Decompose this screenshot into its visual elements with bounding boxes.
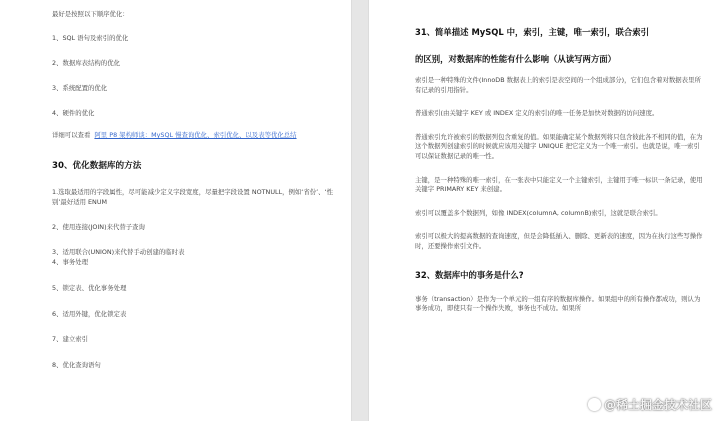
paragraph: 普通索引允许被索引的数据列包含重复的值。如果能确定某个数据列将只包含彼此各不相同的值，在为这个数据列创建索引的时候就应该用关键字 UNIQUE 把它定义为一个唯一索引。也就是说，唯一索引可以保证数据记录的唯一性。 (415, 132, 703, 160)
right-page (368, 0, 720, 421)
section-32-title: 32、数据库中的事务是什么? (415, 269, 524, 280)
left-page (0, 0, 352, 421)
method-item: 7、建立索引 (52, 335, 89, 344)
method-item: 3、适用联合(UNION)来代替手动创建的临时表 (52, 247, 185, 256)
transaction-text: 事务（transaction）是作为一个单元的一组有序的数据库操作。如果组中的所有操作都成功，则认为事务成功，即使只有一个操作失败，事务也不成功。如果所 (415, 294, 701, 313)
juejin-logo-icon (588, 398, 601, 411)
paragraph: 索引是一种特殊的文件(InnoDB 数据表上的索引是表空间的一个组成部分)，它们包含着对数据表里所有记录的引用指针。 (415, 76, 701, 94)
method-item: 4、事务处理 (52, 258, 89, 267)
page-gutter (352, 0, 368, 421)
paragraph: 普通索引(由关键字 KEY 或 INDEX 定义的索引)的唯一任务是加快对数据的访问速度。 (415, 109, 659, 118)
step-item: 4、硬件的优化 (52, 108, 95, 117)
section-30-title: 30、优化数据库的方法 (52, 161, 142, 172)
paragraph: 索引可以覆盖多个数据列，如像 INDEX(columnA, columnB)索引，这就是联合索引。 (415, 208, 662, 217)
method-item: 6、适用外键，优化锁定表 (52, 309, 127, 318)
method-item: 2、使用连接(JOIN)来代替子查询 (52, 223, 145, 232)
section-31-title-line2: 的区别，对数据库的性能有什么影响（从读写两方面） (415, 54, 616, 64)
paragraph: 主键，是一种特殊的唯一索引，在一张表中只能定义一个主键索引，主键用于唯一标识一条记录，使用关键字 PRIMARY KEY 来创建。 (415, 175, 703, 194)
intro-text: 最好是按照以下顺序优化： (52, 10, 129, 18)
step-item: 1、SQL 语句及索引的优化 (52, 33, 129, 42)
detail-text (52, 131, 333, 141)
detail-prefix: 详细可以查看 (52, 131, 91, 140)
step-item: 2、数据库表结构的优化 (52, 58, 120, 67)
detail-link[interactable]: 阿里 P8 架构师谈：MySQL 慢查询优化、索引优化、以及表等优化总结 (94, 131, 297, 140)
watermark-text: @稀土掘金技术社区 (603, 398, 712, 412)
method-item: 8、优化查询语句 (52, 360, 101, 369)
paragraph: 索引可以极大的提高数据的查询速度，但是会降低插入、删除、更新表的速度，因为在执行这些写操作时，还要操作索引文件。 (415, 232, 703, 250)
section-31-title-line1: 31、简单描述 MySQL 中，索引，主键，唯一索引，联合索引 (415, 27, 650, 37)
method-item: 1.选取最适用的字段属性，尽可能减少定义字段宽度，尽量把字段设置 NOTNULL，例如‘省份’、‘性别’最好适用 ENUM (52, 188, 333, 206)
method-item: 5、锁定表、优化事务处理 (52, 284, 127, 293)
watermark (588, 396, 712, 413)
step-item: 3、系统配置的优化 (52, 83, 108, 92)
